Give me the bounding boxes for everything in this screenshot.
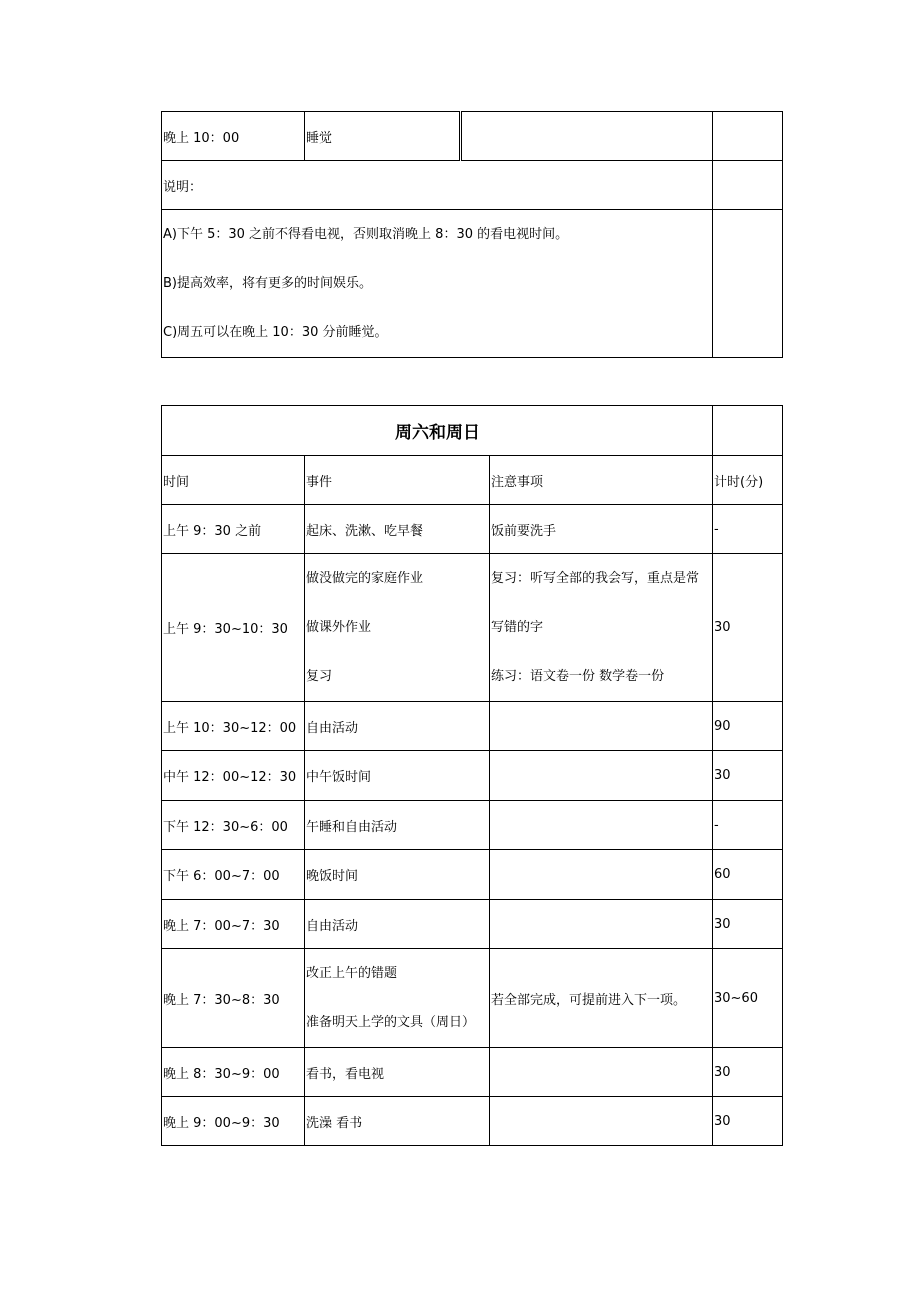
table-row xyxy=(162,112,783,161)
time-cell: 晚上 7：30~8：30 xyxy=(162,949,305,1048)
note-cell xyxy=(490,702,713,751)
table-row xyxy=(162,949,783,1048)
event-cell: 看书，看电视 xyxy=(305,1048,490,1097)
note-line: 练习：语文卷一份 数学卷一份 xyxy=(491,669,665,684)
note-cell xyxy=(490,1048,713,1097)
event-cell xyxy=(305,949,490,1048)
minutes-cell: - xyxy=(713,505,783,554)
minutes-cell: 60 xyxy=(713,850,783,900)
event-cell: 洗澡 看书 xyxy=(305,1097,490,1146)
time-cell: 晚上 9：00~9：30 xyxy=(162,1097,305,1146)
event-cell: 晚饭时间 xyxy=(305,850,490,900)
minutes-cell: 30 xyxy=(713,1048,783,1097)
time-cell: 上午 9：30 之前 xyxy=(162,505,305,554)
minutes-cell: 30 xyxy=(713,1097,783,1146)
event-cell: 自由活动 xyxy=(305,702,490,751)
time-cell: 下午 12：30~6：00 xyxy=(162,801,305,850)
event-cell: 起床、洗漱、吃早餐 xyxy=(305,505,490,554)
time-cell: 中午 12：00~12：30 xyxy=(162,751,305,801)
time-cell: 晚上 10：00 xyxy=(162,112,305,161)
note-label: 说明： xyxy=(162,161,713,210)
minutes-cell xyxy=(713,210,783,358)
note-cell xyxy=(490,751,713,801)
event-line: 做课外作业 xyxy=(306,620,372,635)
note-line: 复习：听写全部的我会写，重点是常 xyxy=(491,571,700,586)
minutes-cell xyxy=(713,161,783,210)
header-time: 时间 xyxy=(162,456,305,505)
note-cell xyxy=(490,900,713,949)
event-cell: 午睡和自由活动 xyxy=(305,801,490,850)
table-row xyxy=(162,702,783,751)
note-cell xyxy=(490,801,713,850)
event-line: 准备明天上学的文具（周日） xyxy=(306,1015,476,1030)
table-row xyxy=(162,1048,783,1097)
event-cell: 中午饭时间 xyxy=(305,751,490,801)
weekday-notes-table xyxy=(161,111,783,358)
header-minutes: 计时(分) xyxy=(713,456,783,505)
table-title: 周六和周日 xyxy=(162,406,713,456)
note-cell: 若全部完成，可提前进入下一项。 xyxy=(490,949,713,1048)
minutes-cell: 30 xyxy=(713,554,783,702)
table-row xyxy=(162,554,783,702)
time-cell: 晚上 7：00~7：30 xyxy=(162,900,305,949)
note-cell xyxy=(490,850,713,900)
event-line: 做没做完的家庭作业 xyxy=(306,571,424,586)
note-cell: 饭前要洗手 xyxy=(490,505,713,554)
notes-cell xyxy=(162,210,713,358)
event-cell: 自由活动 xyxy=(305,900,490,949)
table-row xyxy=(162,210,783,358)
event-cell: 睡觉 xyxy=(305,112,461,161)
time-cell: 上午 9：30~10：30 xyxy=(162,554,305,702)
note-cell xyxy=(461,112,713,161)
minutes-cell xyxy=(713,112,783,161)
table-row xyxy=(162,161,783,210)
note-cell xyxy=(490,554,713,702)
event-line: 复习 xyxy=(306,669,333,684)
note-line: C)周五可以在晚上 10：30 分前睡觉。 xyxy=(163,325,388,340)
minutes-cell: 90 xyxy=(713,702,783,751)
note-cell xyxy=(490,1097,713,1146)
event-cell xyxy=(305,554,490,702)
weekend-schedule-table xyxy=(161,405,783,1146)
minutes-cell: 30~60 xyxy=(713,949,783,1048)
header-note: 注意事项 xyxy=(490,456,713,505)
table-row xyxy=(162,1097,783,1146)
time-cell: 上午 10：30~12：00 xyxy=(162,702,305,751)
title-row xyxy=(162,406,783,456)
time-cell: 下午 6：00~7：00 xyxy=(162,850,305,900)
table-row xyxy=(162,801,783,850)
table-row xyxy=(162,751,783,801)
header-row xyxy=(162,456,783,505)
table-row xyxy=(162,900,783,949)
time-cell: 晚上 8：30~9：00 xyxy=(162,1048,305,1097)
minutes-cell: 30 xyxy=(713,900,783,949)
note-line: A)下午 5：30 之前不得看电视，否则取消晚上 8：30 的看电视时间。 xyxy=(163,227,569,242)
table-row xyxy=(162,850,783,900)
note-line: 写错的字 xyxy=(491,620,544,635)
minutes-cell: - xyxy=(713,801,783,850)
note-line: B)提高效率，将有更多的时间娱乐。 xyxy=(163,276,372,291)
header-event: 事件 xyxy=(305,456,490,505)
event-line: 改正上午的错题 xyxy=(306,966,398,981)
table-row xyxy=(162,505,783,554)
minutes-cell: 30 xyxy=(713,751,783,801)
minutes-cell xyxy=(713,406,783,456)
